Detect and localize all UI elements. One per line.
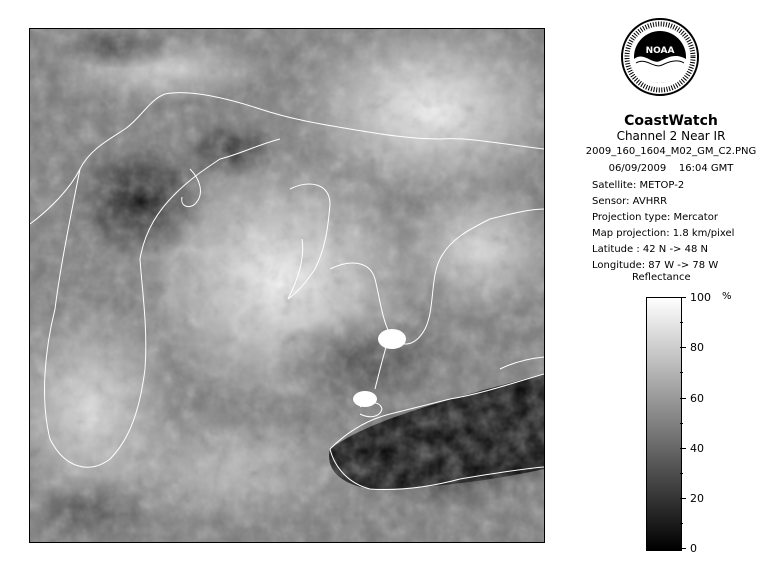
- sensor-info: Sensor: AVHRR: [592, 196, 668, 207]
- product-title: CoastWatch: [624, 113, 718, 129]
- longitude-info: Longitude: 87 W -> 78 W: [592, 260, 719, 271]
- colorbar-label-80: 80: [690, 341, 704, 354]
- noaa-logo-text: NOAA: [645, 46, 675, 56]
- noaa-logo: [620, 17, 700, 97]
- colorbar-label-0: 0: [690, 542, 697, 555]
- colorbar-label-60: 60: [690, 392, 704, 405]
- colorbar-unit: %: [722, 291, 732, 302]
- projection-type-info: Projection type: Mercator: [592, 212, 718, 223]
- colorbar-tick: [680, 347, 686, 348]
- colorbar-tick: [680, 548, 686, 549]
- colorbar-tick: [680, 398, 686, 399]
- colorbar-label-40: 40: [690, 442, 704, 455]
- colorbar-minor-tick: [680, 423, 683, 424]
- colorbar-minor-tick: [680, 372, 683, 373]
- channel-name: Channel 2 Near IR: [616, 129, 726, 143]
- colorbar-minor-tick: [680, 473, 683, 474]
- colorbar-minor-tick: [680, 322, 683, 323]
- colorbar-title: Reflectance: [632, 272, 691, 283]
- colorbar: [646, 297, 682, 551]
- latitude-info: Latitude : 42 N -> 48 N: [592, 244, 708, 255]
- map-projection-info: Map projection: 1.8 km/pixel: [592, 228, 735, 239]
- acquisition-datetime: 06/09/2009 16:04 GMT: [608, 163, 734, 174]
- colorbar-axis: [680, 291, 740, 555]
- colorbar-tick: [680, 448, 686, 449]
- colorbar-tick: [680, 297, 686, 298]
- satellite-info: Satellite: METOP-2: [592, 180, 685, 191]
- colorbar-minor-tick: [680, 523, 683, 524]
- colorbar-tick: [680, 498, 686, 499]
- file-name: 2009_160_1604_M02_GM_C2.PNG: [585, 146, 757, 157]
- satellite-image: [29, 28, 545, 543]
- colorbar-label-20: 20: [690, 492, 704, 505]
- colorbar-label-100: 100: [690, 291, 711, 304]
